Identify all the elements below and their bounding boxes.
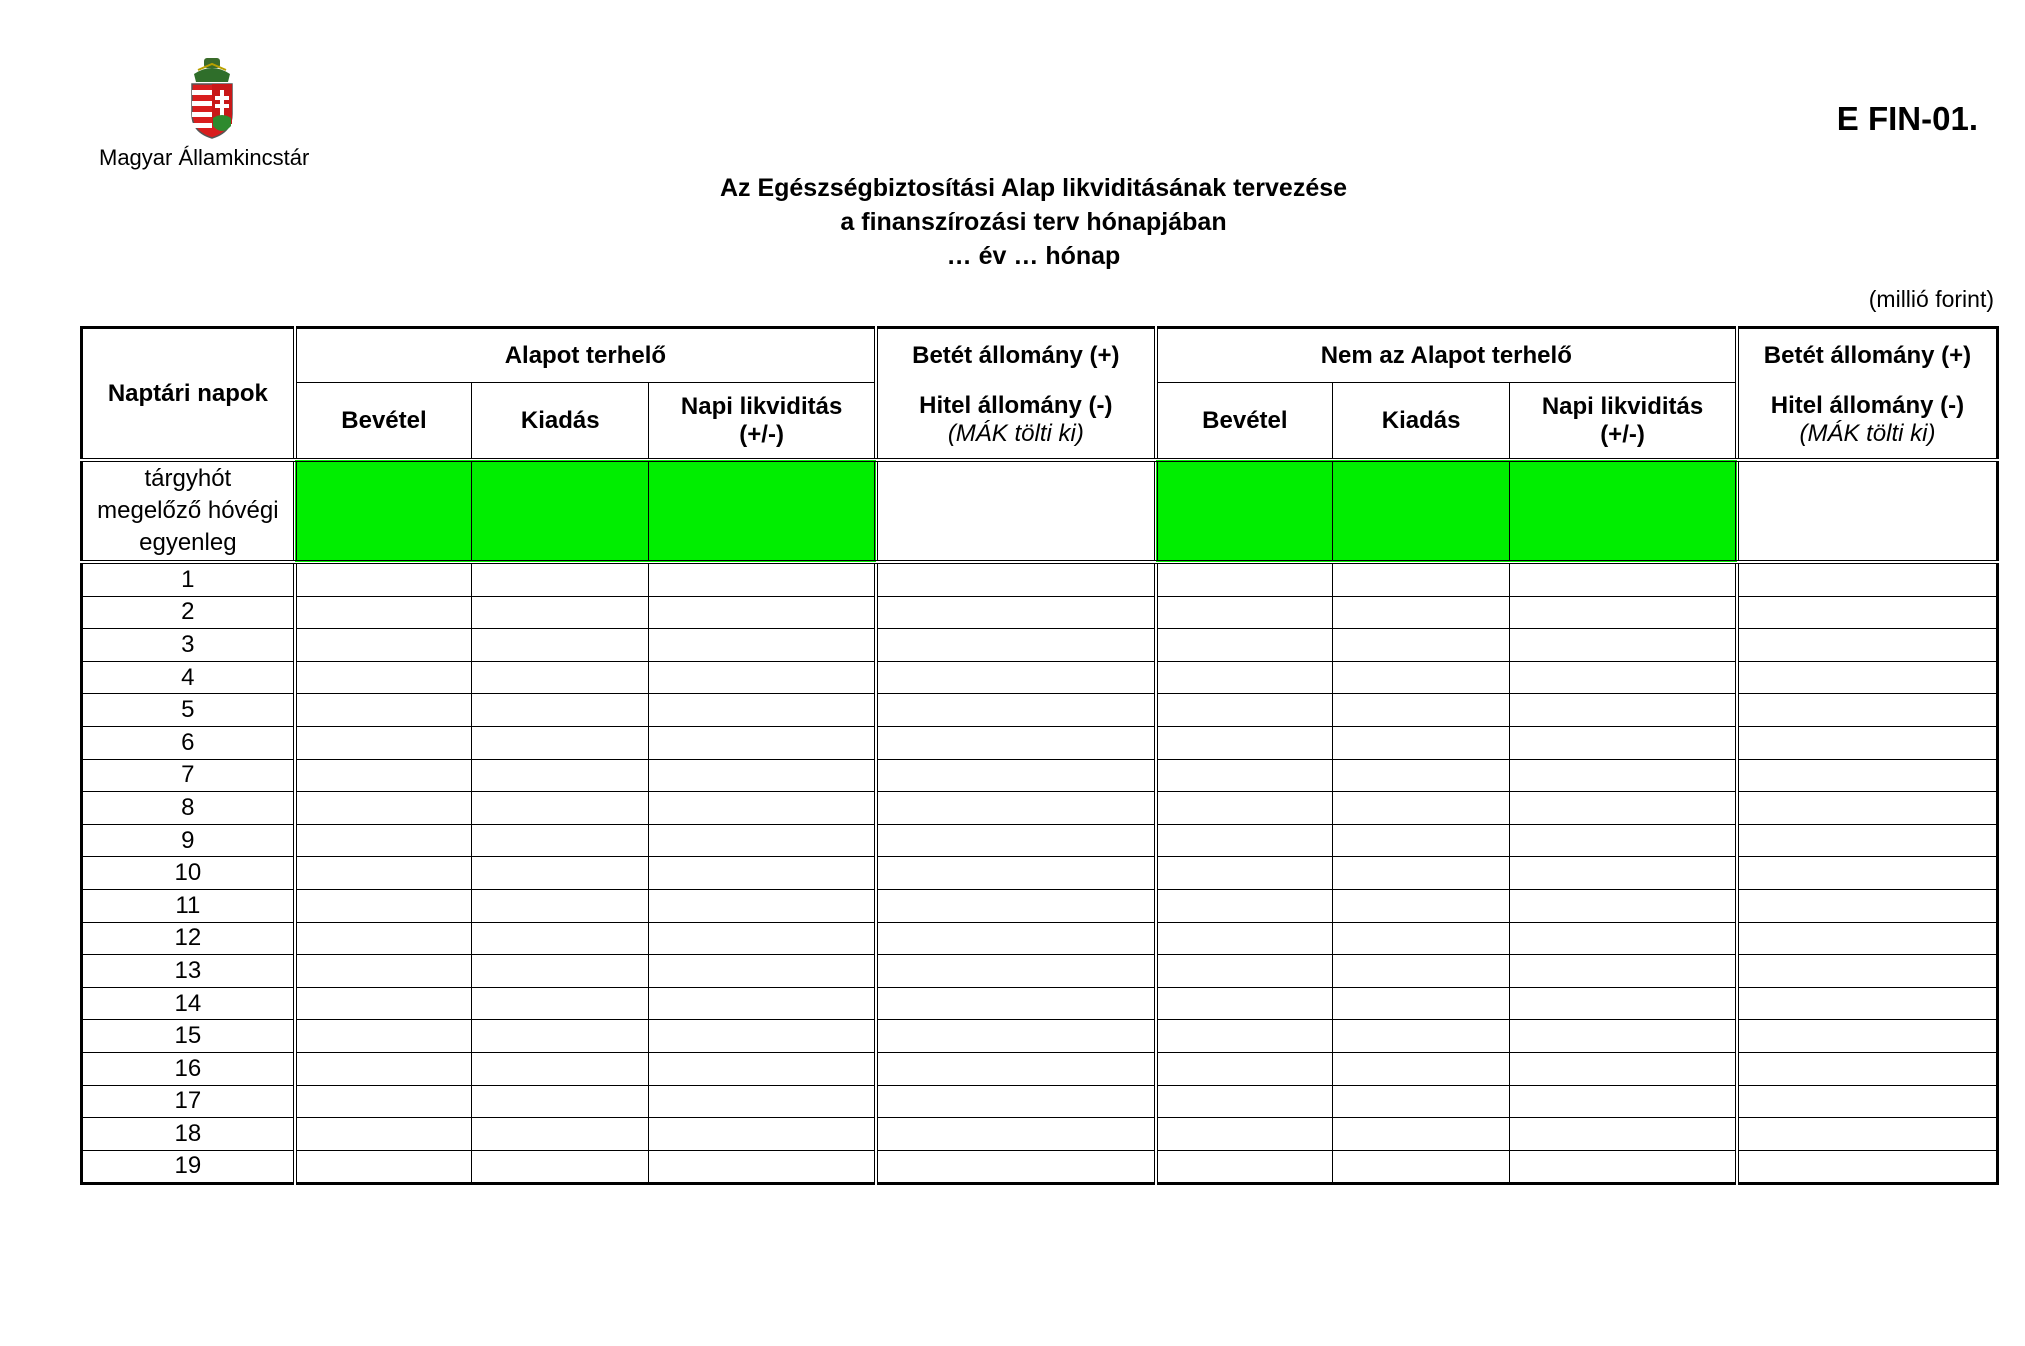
previous-balance-label [82, 460, 295, 562]
header-deposit-2: Betét állomány (+) [1737, 328, 1998, 383]
input-cell[interactable] [1333, 824, 1510, 857]
input-cell[interactable] [1737, 922, 1998, 955]
table-row-previous-balance [82, 460, 1998, 562]
input-cell[interactable] [1156, 824, 1333, 857]
table-row [82, 792, 1998, 825]
header-credit-1 [876, 383, 1156, 461]
input-cell[interactable] [1737, 1085, 1998, 1118]
input-cell[interactable] [1510, 1052, 1737, 1085]
day-number: 18 [82, 1118, 295, 1151]
coat-of-arms-logo [180, 56, 244, 140]
input-cell[interactable] [295, 1150, 472, 1184]
input-cell[interactable] [295, 792, 472, 825]
input-cell[interactable] [472, 661, 649, 694]
day-number: 10 [82, 857, 295, 890]
input-cell[interactable] [1510, 596, 1737, 629]
header-income-1: Bevétel [295, 383, 472, 461]
input-cell[interactable] [876, 824, 1156, 857]
input-cell[interactable] [649, 955, 876, 988]
header-credit-1-note: (MÁK tölti ki) [947, 420, 1084, 448]
day-number: 14 [82, 987, 295, 1020]
input-cell[interactable] [295, 694, 472, 727]
day-number: 13 [82, 955, 295, 988]
input-cell[interactable] [876, 596, 1156, 629]
header-daily-liquidity-2-sign: (+/-) [1600, 420, 1645, 448]
input-cell[interactable] [295, 857, 472, 890]
header-group-nonfund: Nem az Alapot terhelő [1156, 328, 1737, 383]
input-cell[interactable] [649, 694, 876, 727]
input-cell[interactable] [1737, 1020, 1998, 1053]
input-cell[interactable] [649, 460, 876, 562]
table-row [82, 922, 1998, 955]
header-expense-2: Kiadás [1333, 383, 1510, 461]
table-row [82, 596, 1998, 629]
input-cell[interactable] [295, 824, 472, 857]
input-cell[interactable] [1737, 596, 1998, 629]
header-deposit-1: Betét állomány (+) [876, 328, 1156, 383]
input-cell[interactable] [1510, 955, 1737, 988]
input-cell[interactable] [472, 922, 649, 955]
input-cell[interactable] [1333, 759, 1510, 792]
input-cell[interactable] [295, 1085, 472, 1118]
input-cell[interactable] [1510, 922, 1737, 955]
input-cell[interactable] [472, 460, 649, 562]
day-number: 8 [82, 792, 295, 825]
input-cell[interactable] [472, 629, 649, 662]
table-row [82, 562, 1998, 596]
input-cell[interactable] [1333, 562, 1510, 596]
input-cell[interactable] [472, 987, 649, 1020]
header-expense-1: Kiadás [472, 383, 649, 461]
input-cell[interactable] [1510, 562, 1737, 596]
input-cell[interactable] [1333, 629, 1510, 662]
input-cell[interactable] [472, 726, 649, 759]
input-cell[interactable] [649, 922, 876, 955]
input-cell[interactable] [1156, 987, 1333, 1020]
input-cell[interactable] [295, 726, 472, 759]
input-cell[interactable] [1156, 1052, 1333, 1085]
header-credit-2-label: Hitel állomány (-) [1770, 392, 1965, 420]
table-row [82, 889, 1998, 922]
table-row [82, 857, 1998, 890]
day-number: 3 [82, 629, 295, 662]
input-cell[interactable] [649, 1020, 876, 1053]
input-cell[interactable] [1156, 792, 1333, 825]
input-cell[interactable] [649, 759, 876, 792]
input-cell[interactable] [295, 1020, 472, 1053]
input-cell[interactable] [649, 562, 876, 596]
input-cell[interactable] [1156, 889, 1333, 922]
header-daily-liquidity-2-label: Napi likviditás [1541, 392, 1704, 420]
previous-balance-line-2: megelőző hóvégi [97, 497, 279, 524]
day-number: 19 [82, 1150, 295, 1184]
input-cell[interactable] [1737, 987, 1998, 1020]
document-title [0, 171, 2025, 273]
input-cell[interactable] [1156, 629, 1333, 662]
input-cell[interactable] [295, 460, 472, 562]
table-row [82, 824, 1998, 857]
header-credit-2 [1737, 383, 1998, 461]
input-cell[interactable] [472, 889, 649, 922]
day-number: 6 [82, 726, 295, 759]
input-cell[interactable] [295, 596, 472, 629]
input-cell[interactable] [649, 661, 876, 694]
input-cell[interactable] [876, 694, 1156, 727]
header-daily-liquidity-1-sign: (+/-) [739, 420, 784, 448]
input-cell[interactable] [876, 889, 1156, 922]
header-calendar-days: Naptári napok [82, 328, 295, 461]
input-cell[interactable] [1737, 792, 1998, 825]
input-cell[interactable] [649, 792, 876, 825]
input-cell[interactable] [1333, 987, 1510, 1020]
input-cell[interactable] [295, 759, 472, 792]
day-number: 1 [82, 562, 295, 596]
input-cell[interactable] [1333, 1085, 1510, 1118]
day-number: 12 [82, 922, 295, 955]
table-row [82, 1118, 1998, 1151]
day-number: 4 [82, 661, 295, 694]
input-cell[interactable] [1510, 792, 1737, 825]
input-cell[interactable] [1510, 824, 1737, 857]
input-cell[interactable] [1156, 1150, 1333, 1184]
input-cell[interactable] [1333, 596, 1510, 629]
form-code: E FIN-01. [1836, 100, 1978, 137]
input-cell[interactable] [295, 562, 472, 596]
input-cell[interactable] [1156, 1118, 1333, 1151]
input-cell[interactable] [1510, 726, 1737, 759]
input-cell[interactable] [1156, 857, 1333, 890]
input-cell[interactable] [1510, 694, 1737, 727]
input-cell[interactable] [1737, 759, 1998, 792]
table-row [82, 726, 1998, 759]
input-cell[interactable] [649, 596, 876, 629]
input-cell[interactable] [649, 1085, 876, 1118]
input-cell[interactable] [1510, 889, 1737, 922]
input-cell[interactable] [1737, 1150, 1998, 1184]
input-cell[interactable] [1156, 922, 1333, 955]
input-cell[interactable] [1510, 1150, 1737, 1184]
table-row [82, 629, 1998, 662]
input-cell[interactable] [876, 1052, 1156, 1085]
input-cell[interactable] [649, 1150, 876, 1184]
input-cell[interactable] [1737, 824, 1998, 857]
input-cell[interactable] [1510, 759, 1737, 792]
input-cell[interactable] [649, 987, 876, 1020]
input-cell[interactable] [876, 1020, 1156, 1053]
input-cell[interactable] [1333, 694, 1510, 727]
day-number: 5 [82, 694, 295, 727]
input-cell[interactable] [295, 1118, 472, 1151]
table-row [82, 759, 1998, 792]
input-cell[interactable] [472, 955, 649, 988]
input-cell[interactable] [1737, 460, 1998, 562]
table-row [82, 955, 1998, 988]
input-cell[interactable] [295, 1052, 472, 1085]
input-cell[interactable] [295, 629, 472, 662]
header-daily-liquidity-1-label: Napi likviditás [680, 392, 843, 420]
input-cell[interactable] [1333, 726, 1510, 759]
input-cell[interactable] [1156, 661, 1333, 694]
header-income-2: Bevétel [1156, 383, 1333, 461]
previous-balance-line-3: egyenleg [139, 529, 237, 556]
input-cell[interactable] [1333, 460, 1510, 562]
input-cell[interactable] [876, 1118, 1156, 1151]
input-cell[interactable] [1510, 857, 1737, 890]
table-row [82, 1052, 1998, 1085]
input-cell[interactable] [1737, 629, 1998, 662]
input-cell[interactable] [1737, 562, 1998, 596]
input-cell[interactable] [876, 955, 1156, 988]
input-cell[interactable] [472, 1085, 649, 1118]
input-cell[interactable] [295, 889, 472, 922]
input-cell[interactable] [472, 1118, 649, 1151]
day-number: 11 [82, 889, 295, 922]
input-cell[interactable] [295, 661, 472, 694]
input-cell[interactable] [1737, 889, 1998, 922]
input-cell[interactable] [472, 824, 649, 857]
input-cell[interactable] [295, 922, 472, 955]
day-number: 15 [82, 1020, 295, 1053]
input-cell[interactable] [876, 460, 1156, 562]
input-cell[interactable] [876, 1150, 1156, 1184]
input-cell[interactable] [1333, 1118, 1510, 1151]
table-row [82, 1085, 1998, 1118]
organization-name: Magyar Államkincstár [99, 145, 310, 170]
input-cell[interactable] [1737, 694, 1998, 727]
input-cell[interactable] [876, 987, 1156, 1020]
input-cell[interactable] [1510, 661, 1737, 694]
input-cell[interactable] [876, 759, 1156, 792]
input-cell[interactable] [1333, 889, 1510, 922]
input-cell[interactable] [649, 629, 876, 662]
table-row [82, 694, 1998, 727]
input-cell[interactable] [1156, 1085, 1333, 1118]
input-cell[interactable] [1510, 1085, 1737, 1118]
input-cell[interactable] [649, 824, 876, 857]
liquidity-table [80, 326, 1999, 1185]
previous-balance-line-1: tárgyhót [144, 465, 232, 492]
header-credit-2-note: (MÁK tölti ki) [1799, 420, 1936, 448]
day-number: 16 [82, 1052, 295, 1085]
input-cell[interactable] [649, 1052, 876, 1085]
input-cell[interactable] [1510, 987, 1737, 1020]
input-cell[interactable] [295, 987, 472, 1020]
title-line-3: … év … hónap [946, 242, 1121, 270]
input-cell[interactable] [1510, 629, 1737, 662]
input-cell[interactable] [472, 562, 649, 596]
day-number: 17 [82, 1085, 295, 1118]
input-cell[interactable] [1333, 1020, 1510, 1053]
input-cell[interactable] [649, 726, 876, 759]
header-daily-liquidity-2 [1510, 383, 1737, 461]
input-cell[interactable] [1333, 922, 1510, 955]
input-cell[interactable] [1156, 726, 1333, 759]
input-cell[interactable] [1737, 726, 1998, 759]
input-cell[interactable] [1156, 596, 1333, 629]
input-cell[interactable] [472, 1052, 649, 1085]
input-cell[interactable] [876, 1085, 1156, 1118]
table-row [82, 1020, 1998, 1053]
input-cell[interactable] [472, 1020, 649, 1053]
input-cell[interactable] [1510, 460, 1737, 562]
input-cell[interactable] [1510, 1118, 1737, 1151]
input-cell[interactable] [1737, 1052, 1998, 1085]
input-cell[interactable] [1737, 955, 1998, 988]
table-row [82, 1150, 1998, 1184]
input-cell[interactable] [1156, 955, 1333, 988]
input-cell[interactable] [1333, 1150, 1510, 1184]
input-cell[interactable] [649, 857, 876, 890]
table-row [82, 661, 1998, 694]
input-cell[interactable] [1156, 562, 1333, 596]
input-cell[interactable] [1156, 759, 1333, 792]
input-cell[interactable] [1737, 661, 1998, 694]
header-credit-1-label: Hitel állomány (-) [919, 392, 1113, 420]
input-cell[interactable] [1156, 1020, 1333, 1053]
input-cell[interactable] [472, 792, 649, 825]
input-cell[interactable] [1333, 661, 1510, 694]
input-cell[interactable] [1333, 792, 1510, 825]
input-cell[interactable] [472, 1150, 649, 1184]
input-cell[interactable] [1510, 1020, 1737, 1053]
input-cell[interactable] [876, 792, 1156, 825]
input-cell[interactable] [472, 694, 649, 727]
input-cell[interactable] [649, 889, 876, 922]
day-number: 2 [82, 596, 295, 629]
header-group-fund: Alapot terhelő [295, 328, 876, 383]
input-cell[interactable] [1333, 857, 1510, 890]
input-cell[interactable] [472, 759, 649, 792]
title-line-1: Az Egészségbiztosítási Alap likviditásának tervezése [719, 174, 1348, 202]
input-cell[interactable] [1333, 1052, 1510, 1085]
day-number: 7 [82, 759, 295, 792]
input-cell[interactable] [876, 726, 1156, 759]
header-daily-liquidity-1 [649, 383, 876, 461]
day-number: 9 [82, 824, 295, 857]
input-cell[interactable] [295, 955, 472, 988]
unit-label: (millió forint) [1868, 286, 1994, 312]
input-cell[interactable] [649, 1118, 876, 1151]
input-cell[interactable] [1156, 460, 1333, 562]
input-cell[interactable] [472, 857, 649, 890]
input-cell[interactable] [876, 857, 1156, 890]
input-cell[interactable] [876, 562, 1156, 596]
input-cell[interactable] [1156, 694, 1333, 727]
input-cell[interactable] [472, 596, 649, 629]
input-cell[interactable] [1737, 857, 1998, 890]
title-line-2: a finanszírozási terv hónapjában [840, 208, 1227, 236]
input-cell[interactable] [1737, 1118, 1998, 1151]
input-cell[interactable] [1333, 955, 1510, 988]
input-cell[interactable] [876, 629, 1156, 662]
input-cell[interactable] [876, 922, 1156, 955]
input-cell[interactable] [876, 661, 1156, 694]
table-row [82, 987, 1998, 1020]
